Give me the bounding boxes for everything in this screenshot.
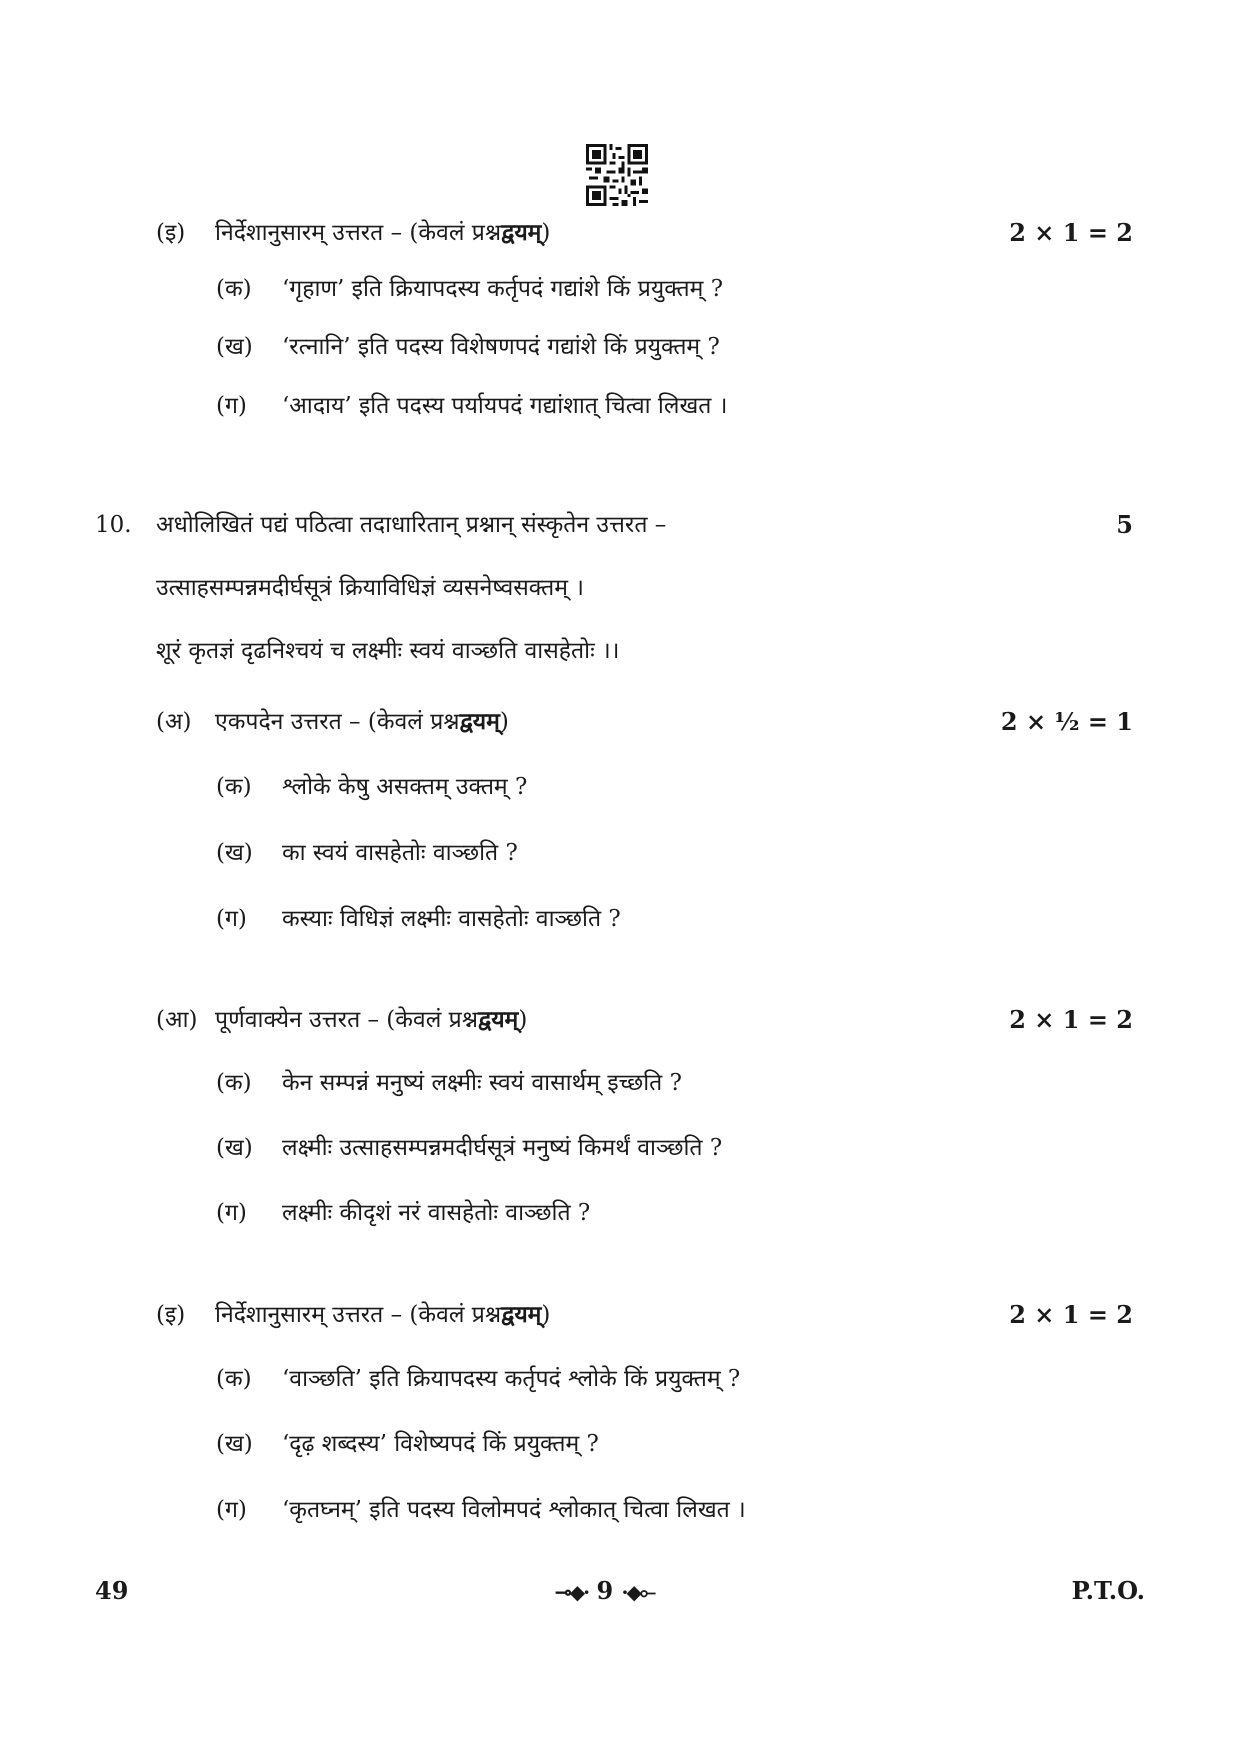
ornament-left-icon: ⊸◆· (555, 1580, 589, 1604)
item-label: (ख) (216, 1135, 253, 1161)
ornament-right-icon: ·◆⟜ (621, 1580, 654, 1604)
qr-code (586, 144, 648, 206)
item-text: ‘गृहाण’ इति क्रियापदस्य कर्तृपदं गद्यांशे किं प्रयुक्तम् ? (282, 276, 724, 302)
item-text: लक्ष्मीः कीदृशं नरं वासहेतोः वाञ्छति ? (282, 1200, 591, 1226)
item-text: कस्याः विधिज्ञं लक्ष्मीः वासहेतोः वाञ्छति ? (282, 906, 621, 932)
item-label: (क) (216, 1366, 252, 1392)
verse-line-2: शूरं कृतज्ञं दृढनिश्चयं च लक्ष्मीः स्वयं वाञ्छति वासहेतोः ।। (156, 638, 620, 664)
section-a-label: (अ) (156, 709, 192, 735)
item-text: ‘दृढ़ शब्दस्य’ विशेष्यपदं किं प्रयुक्तम् ? (282, 1431, 599, 1457)
item-label: (ख) (216, 840, 253, 866)
section-e-title: निर्देशानुसारम् उत्तरत – (केवलं प्रश्नद्वयम्) (215, 219, 551, 246)
question-prompt: अधोलिखितं पद्यं पठित्वा तदाधारितान् प्रश्नान् संस्कृतेन उत्तरत – (156, 512, 667, 538)
page-number-group (555, 1576, 654, 1605)
section-aa-title: पूर्णवाक्येन उत्तरत – (केवलं प्रश्नद्वयम्) (215, 1006, 528, 1033)
item-label: (क) (216, 1070, 252, 1096)
item-label: (क) (216, 276, 252, 302)
section-e2-label: (इ) (156, 1302, 186, 1328)
verse-line-1: उत्साहसम्पन्नमदीर्घसूत्रं क्रियाविधिज्ञं व्यसनेष्वसक्तम् । (156, 575, 585, 601)
item-label: (क) (216, 774, 252, 800)
section-e-label: (इ) (156, 220, 186, 246)
question-number: 10. (95, 512, 132, 538)
item-label: (ग) (216, 1200, 247, 1226)
section-e2-marks: 2 × 1 = 2 (1009, 1300, 1133, 1329)
paper-code: 49 (95, 1576, 129, 1605)
pto-label: P.T.O. (1071, 1576, 1145, 1605)
item-text: ‘वाञ्छति’ इति क्रियापदस्य कर्तृपदं श्लोके किं प्रयुक्तम् ? (282, 1366, 741, 1392)
section-e-marks: 2 × 1 = 2 (1009, 218, 1133, 247)
item-text: का स्वयं वासहेतोः वाञ्छति ? (282, 840, 518, 866)
question-marks: 5 (1116, 510, 1133, 539)
item-text: ‘रत्नानि’ इति पदस्य विशेषणपदं गद्यांशे किं प्रयुक्तम् ? (282, 334, 720, 360)
section-a-title: एकपदेन उत्तरत – (केवलं प्रश्नद्वयम्) (215, 708, 509, 735)
item-label: (ख) (216, 1431, 253, 1457)
section-a-marks: 2 × ½ = 1 (1000, 707, 1133, 736)
item-label: (ख) (216, 334, 253, 360)
section-e2-title: निर्देशानुसारम् उत्तरत – (केवलं प्रश्नद्वयम्) (215, 1301, 551, 1328)
item-text: ‘आदाय’ इति पदस्य पर्यायपदं गद्यांशात् चित्वा लिखत । (282, 393, 728, 419)
item-label: (ग) (216, 906, 247, 932)
page-number: 9 (596, 1576, 614, 1605)
section-aa-label: (आ) (156, 1007, 198, 1033)
item-text: केन सम्पन्नं मनुष्यं लक्ष्मीः स्वयं वासार्थम् इच्छति ? (282, 1070, 682, 1096)
item-text: ‘कृतघ्नम्’ इति पदस्य विलोमपदं श्लोकात् चित्वा लिखत । (282, 1497, 746, 1523)
section-aa-marks: 2 × 1 = 2 (1009, 1005, 1133, 1034)
item-label: (ग) (216, 1497, 247, 1523)
item-label: (ग) (216, 393, 247, 419)
item-text: श्लोके केषु असक्तम् उक्तम् ? (282, 774, 528, 800)
item-text: लक्ष्मीः उत्साहसम्पन्नमदीर्घसूत्रं मनुष्यं किमर्थं वाञ्छति ? (282, 1135, 723, 1161)
